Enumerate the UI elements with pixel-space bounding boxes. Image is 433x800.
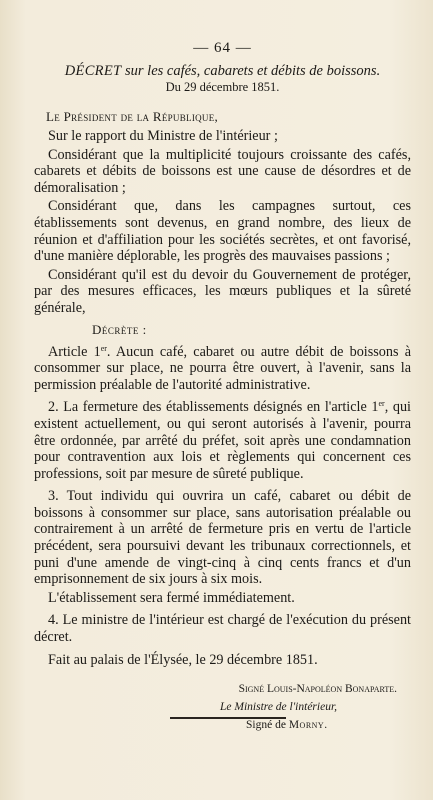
decree-date: Du 29 décembre 1851. xyxy=(165,80,280,94)
article-2-text-a: 2. La fermeture des établissements désignés en l'article 1 xyxy=(48,399,379,416)
decrete-heading: Décrète : xyxy=(92,321,147,337)
decree-title xyxy=(34,63,411,80)
article-1 xyxy=(34,344,411,394)
article-4: 4. Le ministre de l'intérieur est chargé de l'exécution du présent décret. xyxy=(34,612,411,646)
decree-title-word: DÉCRET xyxy=(64,63,122,79)
article-3-closure: L'établissement sera fermé immédiatement. xyxy=(48,589,295,606)
article-1-sup: er xyxy=(100,343,107,353)
signature-morny xyxy=(246,718,411,732)
morny-name: Morny. xyxy=(288,719,328,732)
article-1-text: . Aucun café, cabaret ou autre débit de boissons à consommer sur place, ne pourra être ouvert, à l'avenir, sans la permission préalable de l'autorité administrative. xyxy=(34,343,411,393)
considerant-2: Considérant que, dans les campagnes surtout, ces établissements sont devenus, en grand nombre, des lieux de réunion et d'affiliation pour les sociétés secrètes, et ont favorisé, d'une manière déplorable, les progrès des mauvaises passions ; xyxy=(34,198,411,265)
minister-line: Le Ministre de l'intérieur, xyxy=(220,701,338,714)
article-1-prefix: Article 1 xyxy=(48,343,101,360)
morny-prefix: Signé de xyxy=(246,719,289,732)
considerant-0: Sur le rapport du Ministre de l'intérieur ; xyxy=(48,128,278,144)
decree-title-rest: sur les cafés, cabarets et débits de boissons. xyxy=(121,63,381,79)
considerant-3: Considérant qu'il est du devoir du Gouvernement de protéger, par des mesures efficaces, les mœurs publiques et la sûreté générale, xyxy=(34,266,411,316)
fait-au-palais: Fait au palais de l'Élysée, le 29 décembre 1851. xyxy=(48,651,318,668)
article-2-sup: er xyxy=(378,399,385,409)
signature-president: Signé Louis-Napoléon Bonaparte. xyxy=(238,683,397,696)
president-heading: Le Président de la République, xyxy=(46,109,219,124)
page-number: — 64 — xyxy=(193,40,252,56)
article-2 xyxy=(34,399,411,482)
considerant-1: Considérant que la multiplicité toujours croissante des cafés, cabarets et débits de boissons est une cause de désordres et de démoralisation ; xyxy=(34,146,411,196)
closing-rule xyxy=(170,717,286,719)
article-2-text-b: , qui existent actuellement, ou qui seront autorisés à l'avenir, pourra être ordonnée, par arrêté du préfet, soit après une condamnation pour contravention aux lois et règlements qui concernent ces professions, soit par mesure de sûreté publique. xyxy=(34,399,411,482)
article-3: 3. Tout individu qui ouvrira un café, cabaret ou débit de boissons à consommer sur place, sans autorisation préalable ou contrairement à un arrêté de fermeture pris en vertu de l'article précédent, sera poursuivi devant les tribunaux correctionnels, et puni d'une amende de vingt-cinq à cinq cents francs et d'un emprisonnement de six jours à six mois. xyxy=(34,488,411,588)
